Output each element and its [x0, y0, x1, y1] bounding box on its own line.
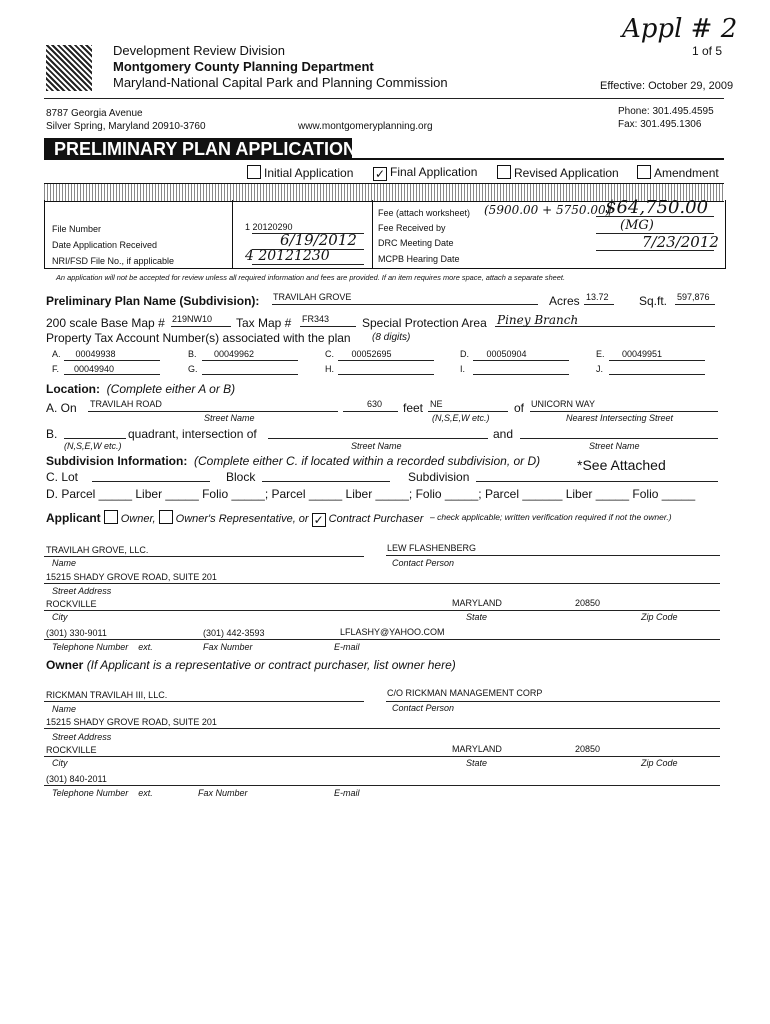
division-name: Development Review Division — [113, 43, 285, 58]
owner-fax-caption: Fax Number — [198, 788, 248, 798]
location-street: TRAVILAH ROAD — [90, 399, 162, 409]
location-b-label: B. — [46, 427, 58, 441]
sqft-value: 597,876 — [677, 292, 710, 302]
and-label: and — [493, 427, 514, 441]
account-g: G. — [188, 364, 198, 374]
plan-name-label: Preliminary Plan Name (Subdivision): — [46, 294, 260, 308]
fee-received-value: (MG) — [620, 218, 654, 233]
revised-application-option[interactable]: Revised Application — [497, 165, 619, 180]
spa-label: Special Protection Area — [362, 316, 487, 330]
location-a-label: A. On — [46, 401, 77, 415]
block-label: Block — [226, 470, 256, 484]
account-e: E. 00049951 — [596, 349, 663, 359]
commission-name: Maryland-National Capital Park and Planning Commission — [113, 75, 448, 90]
applicant-email: LFLASHY@YAHOO.COM — [340, 627, 445, 637]
nsew-caption: (N,S,E,W etc.) — [64, 441, 122, 451]
base-map-value: 219NW10 — [172, 314, 213, 324]
account-a: A. 00049938 — [52, 349, 116, 359]
contract-purchaser-checkbox[interactable]: ✓ — [313, 513, 324, 527]
owner-city: ROCKVILLE — [46, 745, 97, 755]
drc-label: DRC Meeting Date — [378, 238, 454, 248]
applicant-city-caption: City — [52, 612, 68, 622]
form-title: PRELIMINARY PLAN APPLICATION — [54, 139, 357, 159]
fee-date-value: 7/23/2012 — [642, 233, 719, 251]
applicant-state: MARYLAND — [452, 598, 502, 608]
phone: Phone: 301.495.4595 — [618, 106, 714, 117]
applicant-street-caption: Street Address — [52, 586, 112, 596]
date-received-label: Date Application Received — [52, 240, 158, 250]
file-number-label: File Number — [52, 224, 102, 234]
file-number-value: 1 20120290 — [245, 222, 293, 232]
direction-caption: (N,S,E,W etc.) — [432, 413, 490, 423]
owner-name-caption: Name — [52, 704, 77, 714]
applicant-note: – check applicable; written verification required if not the owner.) — [430, 512, 672, 522]
revised-checkbox[interactable] — [497, 165, 511, 179]
owner-street: 15215 SHADY GROVE ROAD, SUITE 201 — [46, 717, 217, 727]
page-number: 1 of 5 — [692, 44, 723, 58]
street-name-caption-b2: Street Name — [589, 441, 640, 451]
see-attached-note: *See Attached — [577, 457, 666, 473]
fee-worksheet-value: (5900.00 + 5750.00) — [484, 203, 611, 217]
account-i: I. — [460, 364, 466, 374]
of-label: of — [514, 401, 525, 415]
feet-label: feet — [403, 401, 424, 415]
amendment-checkbox[interactable] — [637, 165, 651, 179]
spa-value: Piney Branch — [497, 313, 579, 327]
nrfsd-label: NRI/FSD File No., if applicable — [52, 256, 175, 266]
applicant-heading-row: Applicant Owner, Owner's Representative, or ✓ Contract Purchaser — [46, 511, 424, 527]
street-name-caption-b1: Street Name — [351, 441, 402, 451]
final-checkbox[interactable]: ✓ — [374, 167, 386, 181]
department-name: Montgomery County Planning Department — [113, 59, 374, 74]
applicant-street: 15215 SHADY GROVE ROAD, SUITE 201 — [46, 572, 217, 582]
address-line2: Silver Spring, Maryland 20910-3760 — [46, 121, 206, 132]
applicant-name: TRAVILAH GROVE, LLC. — [46, 545, 149, 555]
lot-label: C. Lot — [46, 470, 79, 484]
applicant-fax-caption: Fax Number — [203, 642, 253, 652]
mcpb-label: MCPB Hearing Date — [378, 254, 460, 264]
account-h: H. — [325, 364, 334, 374]
owner-name: RICKMAN TRAVILAH III, LLC. — [46, 690, 168, 700]
account-c: C. 00052695 — [325, 349, 392, 359]
quadrant-text: quadrant, intersection of — [128, 427, 257, 441]
street-name-caption: Street Name — [204, 413, 255, 423]
acres-value: 13.72 — [586, 292, 609, 302]
initial-checkbox[interactable] — [247, 165, 261, 179]
owner-email-caption: E-mail — [334, 788, 360, 798]
intersecting-caption: Nearest Intersecting Street — [566, 413, 674, 423]
owner-state: MARYLAND — [452, 744, 502, 754]
owner-contact: C/O RICKMAN MANAGEMENT CORP — [387, 688, 543, 698]
applicant-fax: (301) 442-3593 — [203, 628, 265, 638]
parcel-liber-folio-line: D. Parcel _____ Liber _____ Folio _____; Parcel _____ Liber _____; Folio _____; Parcel ______ Liber _____ Folio _____ — [46, 487, 696, 501]
base-map-label: 200 scale Base Map # — [46, 316, 165, 330]
amendment-option[interactable]: Amendment — [637, 165, 719, 180]
final-application-option[interactable]: ✓ Final Application — [374, 165, 478, 181]
tax-accounts-note: (8 digits) — [372, 332, 411, 343]
applicant-phone: (301) 330-9011 — [46, 628, 107, 638]
tax-map-value: FR343 — [302, 314, 330, 324]
nrfsd-value: 4 20121230 — [245, 248, 330, 264]
owner-heading-row: Owner (If Applicant is a representative or contract purchaser, list owner here) — [46, 658, 456, 672]
account-j: J. — [596, 364, 604, 374]
applicant-name-caption: Name — [52, 558, 77, 568]
effective-date: Effective: October 29, 2009 — [600, 80, 734, 92]
location-direction: NE — [430, 399, 443, 409]
fee-total-value: $64,750.00 — [605, 197, 709, 218]
owner-street-caption: Street Address — [52, 732, 112, 742]
account-f: F. 00049940 — [52, 364, 115, 374]
applicant-zip-caption: Zip Code — [641, 612, 678, 622]
owner-state-caption: State — [466, 758, 488, 768]
owner-city-caption: City — [52, 758, 68, 768]
acceptance-notice: An application will not be accepted for review unless all required information and fees are provided. If an item requires more space, attach a separate sheet. — [56, 273, 566, 282]
handwritten-appl-tag: Appl # 2 — [622, 14, 738, 44]
subdivision-label: Subdivision — [408, 470, 470, 484]
applicant-contact-caption: Contact Person — [392, 558, 455, 568]
owners-rep-checkbox[interactable] — [159, 510, 173, 524]
applicant-state-caption: State — [466, 612, 488, 622]
applicant-contact: LEW FLASHENBERG — [387, 543, 477, 553]
owner-zip-caption: Zip Code — [641, 758, 678, 768]
applicant-phone-caption: Telephone Number ext. — [52, 642, 153, 652]
account-d: D. 00050904 — [460, 349, 527, 359]
owner-checkbox[interactable] — [104, 510, 118, 524]
location-heading: Location: (Complete either A or B) — [46, 382, 236, 396]
applicant-email-caption: E-mail — [334, 642, 360, 652]
tax-accounts-label: Property Tax Account Number(s) associated with the plan — [46, 331, 351, 345]
fee-label: Fee (attach worksheet) — [378, 208, 471, 218]
mncppc-logo — [46, 45, 92, 91]
sqft-label: Sq.ft. — [639, 294, 668, 308]
initial-application-option[interactable]: Initial Application — [247, 165, 353, 180]
owner-phone-caption: Telephone Number ext. — [52, 788, 153, 798]
owner-zip: 20850 — [575, 744, 601, 754]
plan-name-value: TRAVILAH GROVE — [273, 292, 352, 302]
owner-contact-caption: Contact Person — [392, 703, 455, 713]
subdivision-heading: Subdivision Information: (Complete either C. if located within a recorded subdivision, or D) — [46, 454, 541, 468]
acres-label: Acres — [549, 294, 580, 308]
fax: Fax: 301.495.1306 — [618, 119, 702, 130]
tax-map-label: Tax Map # — [236, 316, 292, 330]
owner-phone: (301) 840-2011 — [46, 774, 107, 784]
applicant-zip: 20850 — [575, 598, 601, 608]
fee-received-label: Fee Received by — [378, 223, 446, 233]
applicant-city: ROCKVILLE — [46, 599, 97, 609]
address-line1: 8787 Georgia Avenue — [46, 108, 143, 119]
date-received-value: 6/19/2012 — [280, 231, 357, 249]
account-b: B. 00049962 — [188, 349, 255, 359]
location-intersecting: UNICORN WAY — [531, 399, 595, 409]
website: www.montgomeryplanning.org — [298, 121, 433, 132]
location-distance: 630 — [367, 399, 383, 409]
